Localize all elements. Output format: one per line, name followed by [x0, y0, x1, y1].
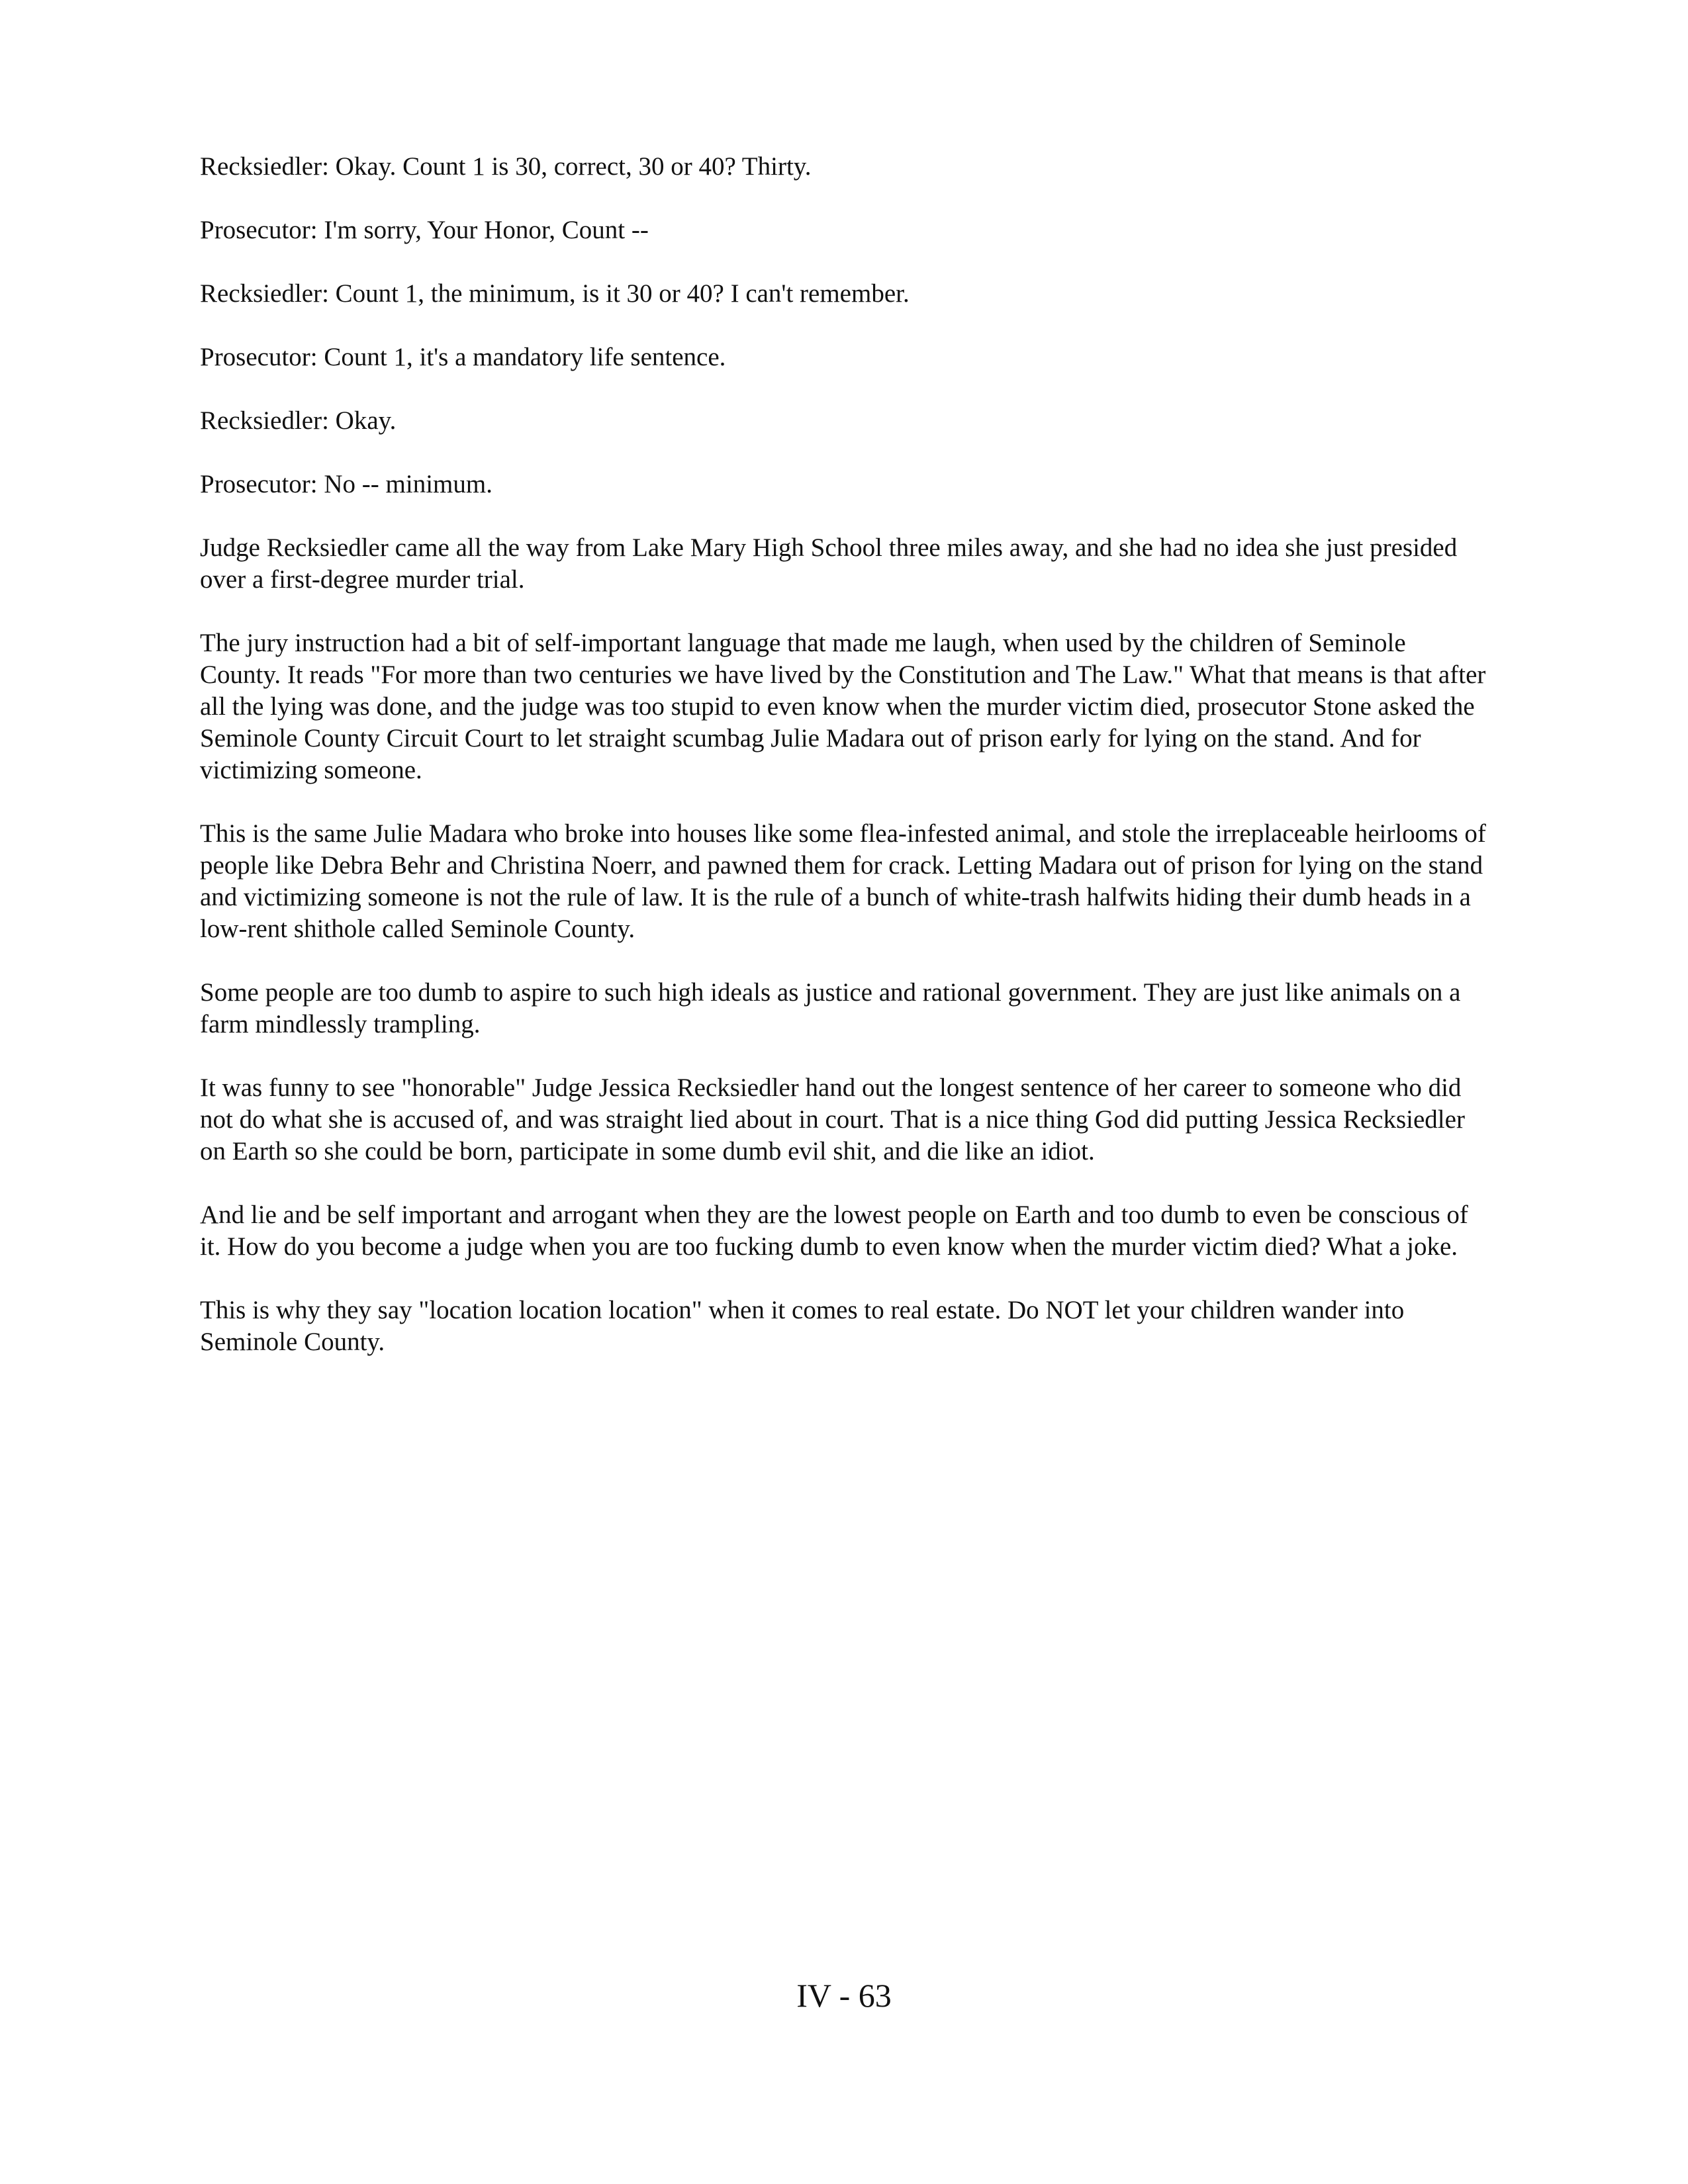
- page-number: IV - 63: [796, 1977, 892, 2014]
- paragraph: Judge Recksiedler came all the way from Lake Mary High School three miles away, and she had no idea she just presided over a first-degree murder trial.: [200, 533, 1458, 594]
- paragraph: Some people are too dumb to aspire to such high ideals as justice and rational government. They are just like animals on a farm mindlessly trampling.: [200, 978, 1461, 1038]
- paragraph: Recksiedler: Count 1, the minimum, is it 30 or 40? I can't remember.: [200, 279, 910, 308]
- paragraph: And lie and be self important and arrogant when they are the lowest people on Earth and too dumb to even be conscious of it. How do you become a judge when you are too fucking dumb to even know when the murder victim died? What a joke.: [200, 1201, 1468, 1261]
- paragraph: This is the same Julie Madara who broke into houses like some flea-infested animal, and stole the irreplaceable heirlooms of people like Debra Behr and Christina Noerr, and pawned them for crack. Letting Madara out of prison for lying on the stand and victimizing someone is not the rule of law. It is the rule of a bunch of white-trash halfwits hiding their dumb heads in a low-rent shithole called Seminole County.: [200, 819, 1486, 943]
- paragraph: Recksiedler: Okay. Count 1 is 30, correct, 30 or 40? Thirty.: [200, 152, 812, 181]
- paragraph: Prosecutor: Count 1, it's a mandatory life sentence.: [200, 343, 726, 371]
- paragraph: Prosecutor: No -- minimum.: [200, 470, 492, 498]
- paragraph: The jury instruction had a bit of self-important language that made me laugh, when used by the children of Seminole County. It reads "For more than two centuries we have lived by the Constitution and The Law." What that means is that after all the lying was done, and the judge was too stupid to even know when the murder victim died, prosecutor Stone asked the Seminole County Circuit Court to let straight scumbag Julie Madara out of prison early for lying on the stand. And for victimizing someone.: [200, 629, 1486, 784]
- paragraph: Recksiedler: Okay.: [200, 406, 397, 435]
- paragraph: It was funny to see "honorable" Judge Jessica Recksiedler hand out the longest sentence of her career to someone who did not do what she is accused of, and was straight lied about in court. That is a nice thing God did putting Jessica Recksiedler on Earth so she could be born, participate in some dumb evil shit, and die like an idiot.: [200, 1073, 1465, 1165]
- document-body: [200, 151, 1491, 1390]
- paragraph: This is why they say "location location location" when it comes to real estate. Do NOT let your children wander into Seminole County.: [200, 1296, 1405, 1356]
- paragraph: Prosecutor: I'm sorry, Your Honor, Count --: [200, 216, 649, 244]
